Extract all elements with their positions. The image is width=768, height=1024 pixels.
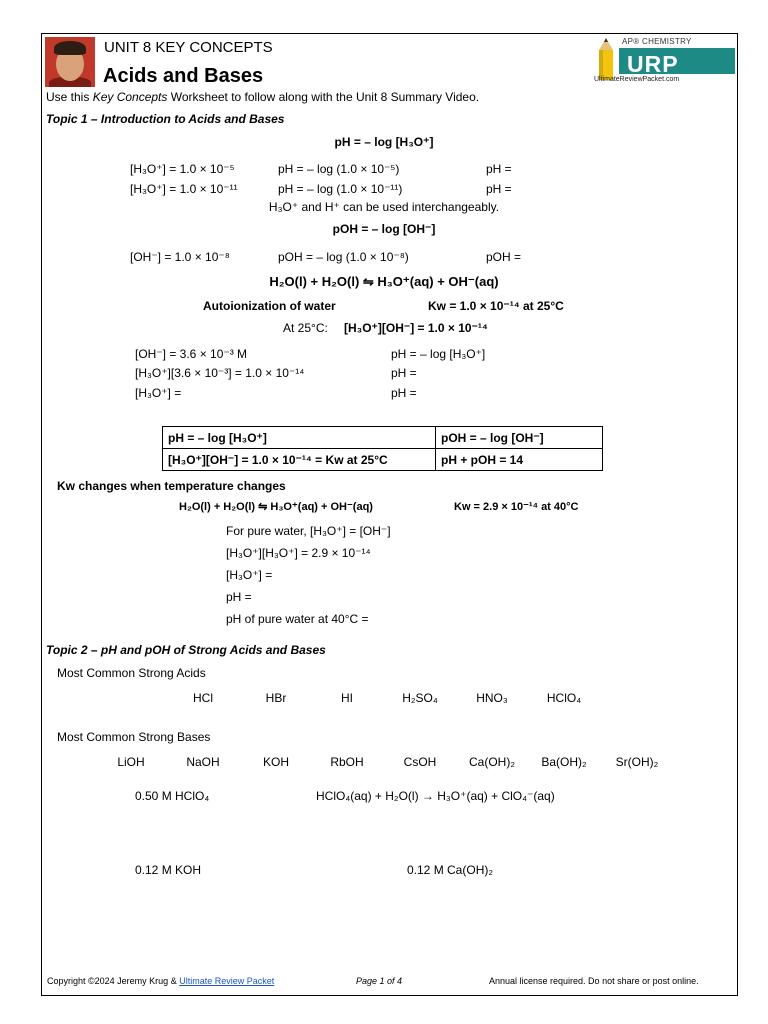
intro-text: Use this Key Concepts Worksheet to follow along with the Unit 8 Summary Video. — [46, 90, 480, 104]
ex1-calc: pH = – log (1.0 × 10⁻⁵) — [278, 162, 400, 176]
acids-label: Most Common Strong Acids — [57, 666, 206, 680]
ex4-line3: [H₃O⁺] = — [135, 386, 182, 400]
autoionization-label: Autoionization of water — [203, 299, 336, 313]
kw-temp-heading: Kw changes when temperature changes — [57, 479, 286, 493]
kw-temp-line2: [H₃O⁺][H₃O⁺] = 2.9 × 10⁻¹⁴ — [226, 546, 371, 560]
topic1-heading: Topic 1 – Introduction to Acids and Bases — [46, 112, 285, 126]
author-avatar — [45, 37, 95, 87]
summary-ph: pH = – log [H₃O⁺] — [163, 427, 436, 449]
acid-item: HNO₃ — [476, 691, 508, 705]
kw-temp-line3: [H₃O⁺] = — [226, 568, 273, 582]
ex2-conc: [H₃O⁺] = 1.0 × 10⁻¹¹ — [130, 182, 238, 196]
kw-temp-line5: pH of pure water at 40°C = — [226, 612, 369, 626]
ex2-answer: pH = — [486, 182, 512, 196]
acid-item: H₂SO₄ — [402, 691, 438, 705]
ex1-conc: [H₃O⁺] = 1.0 × 10⁻⁵ — [130, 162, 235, 176]
kw-25: Kw = 1.0 × 10⁻¹⁴ at 25°C — [428, 299, 564, 313]
koh-example: 0.12 M KOH — [135, 863, 202, 877]
unit-label: UNIT 8 KEY CONCEPTS — [104, 39, 273, 56]
at25-equation: [H₃O⁺][OH⁻] = 1.0 × 10⁻¹⁴ — [344, 321, 488, 335]
base-item: RbOH — [330, 755, 364, 769]
kw-temp-equation: H₂O(l) + H₂O(l) ⇋ H₃O⁺(aq) + OH⁻(aq) — [179, 501, 373, 513]
bases-label: Most Common Strong Bases — [57, 730, 211, 744]
footer-link[interactable]: Ultimate Review Packet — [179, 976, 275, 986]
ex4-line1: [OH⁻] = 3.6 × 10⁻³ M — [135, 347, 248, 361]
base-item: Sr(OH)₂ — [615, 755, 659, 769]
base-item: LiOH — [117, 755, 145, 769]
acid-item: HI — [341, 691, 353, 705]
footer-page-number: Page 1 of 4 — [355, 976, 403, 986]
ex1-answer: pH = — [486, 162, 512, 176]
logo-wordmark: URP — [627, 51, 679, 77]
base-item: KOH — [262, 755, 290, 769]
caoh2-example: 0.12 M Ca(OH)₂ — [407, 863, 494, 877]
acid-item: HCl — [193, 691, 213, 705]
logo-url: UltimateReviewPacket.com — [594, 76, 680, 83]
footer-license: Annual license required. Do not share or post online. — [489, 976, 699, 986]
ex2-calc: pH = – log (1.0 × 10⁻¹¹) — [278, 182, 403, 196]
interchange-note: H₃O⁺ and H⁺ can be used interchangeably. — [268, 200, 500, 214]
base-item: CsOH — [403, 755, 437, 769]
kw-temp-line4: pH = — [226, 590, 252, 604]
page-title: Acids and Bases — [103, 65, 264, 87]
ex3-calc: pOH = – log (1.0 × 10⁻⁸) — [278, 250, 409, 264]
base-item: NaOH — [186, 755, 220, 769]
poh-equation: pOH = – log [OH⁻] — [332, 222, 436, 236]
summary-kw: [H₃O⁺][OH⁻] = 1.0 × 10⁻¹⁴ = Kw at 25°C — [163, 449, 436, 471]
ex3-conc: [OH⁻] = 1.0 × 10⁻⁸ — [130, 250, 230, 264]
base-item: Ba(OH)₂ — [541, 755, 587, 769]
ex4-right2: pH = — [391, 366, 417, 380]
strong-acid-equation: HClO₄(aq) + H₂O(l) → H₃O⁺(aq) + ClO₄⁻(aq) — [316, 789, 555, 803]
logo-ap-text: AP® CHEMISTRY — [622, 37, 692, 46]
ex4-right1: pH = – log [H₃O⁺] — [391, 347, 486, 361]
acid-item: HClO₄ — [546, 691, 582, 705]
base-item: Ca(OH)₂ — [469, 755, 515, 769]
at25-label: At 25°C: — [283, 321, 328, 335]
ex3-answer: pOH = — [486, 250, 522, 264]
ex4-right3: pH = — [391, 386, 417, 400]
ex4-line2: [H₃O⁺][3.6 × 10⁻³] = 1.0 × 10⁻¹⁴ — [135, 366, 305, 380]
summary-poh: pOH = – log [OH⁻] — [436, 427, 603, 449]
autoionization-equation: H₂O(l) + H₂O(l) ⇋ H₃O⁺(aq) + OH⁻(aq) — [269, 274, 499, 289]
page-frame — [41, 33, 738, 996]
footer-copyright: Copyright ©2024 Jeremy Krug & Ultimate Review Packet — [47, 976, 275, 986]
summary-sum: pH + pOH = 14 — [436, 449, 603, 471]
acid-item: HBr — [265, 691, 287, 705]
strong-acid-example: 0.50 M HClO₄ — [135, 789, 210, 803]
kw-40: Kw = 2.9 × 10⁻¹⁴ at 40°C — [454, 501, 579, 513]
topic2-heading: Topic 2 – pH and pOH of Strong Acids and Bases — [46, 643, 326, 657]
summary-table — [162, 426, 603, 471]
ph-equation: pH = – log [H₃O⁺] — [334, 135, 434, 149]
kw-temp-line1: For pure water, [H₃O⁺] = [OH⁻] — [226, 524, 391, 538]
urp-logo — [591, 36, 736, 88]
